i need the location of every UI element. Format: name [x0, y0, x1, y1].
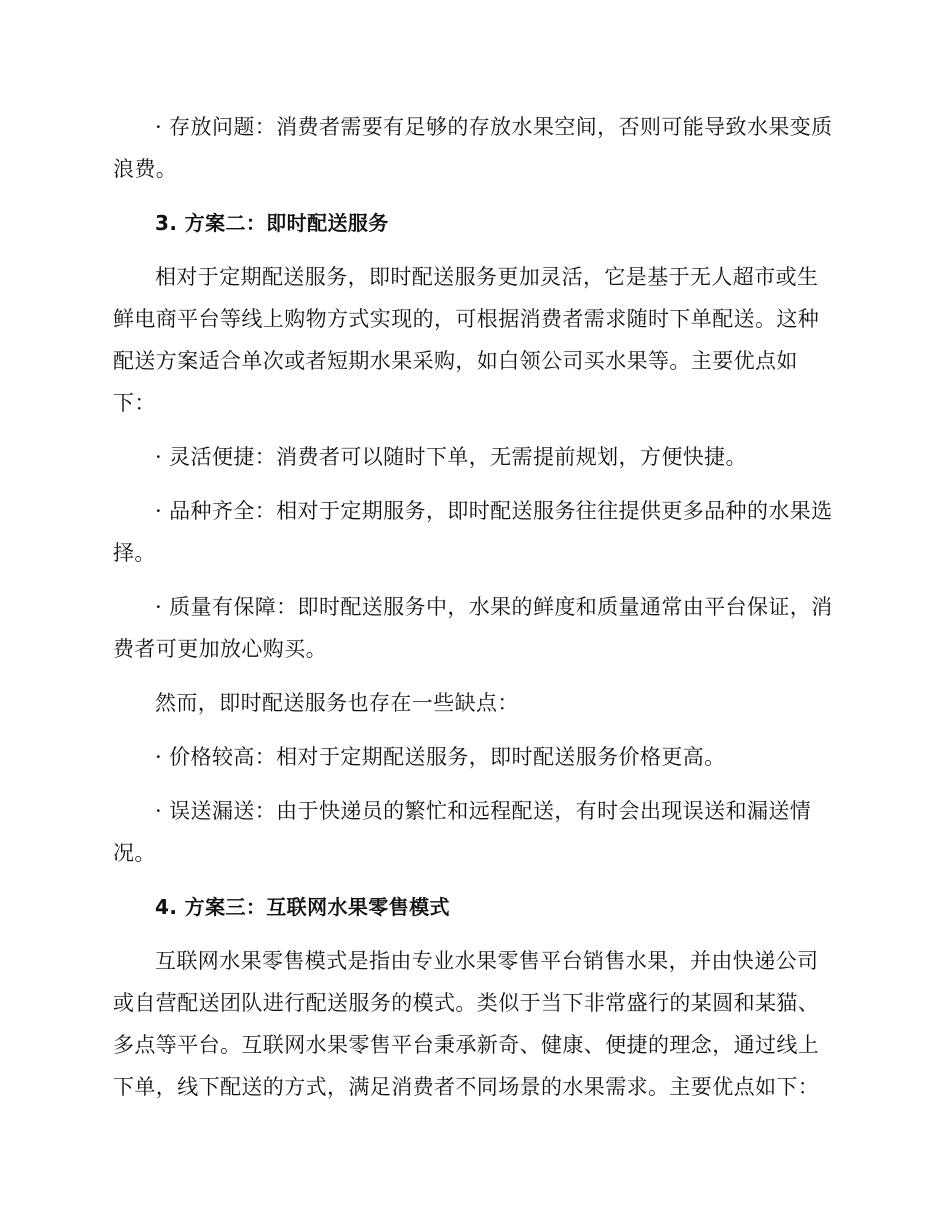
section-heading-plan-three: 4. 方案三：互联网水果零售模式: [155, 895, 450, 919]
bullet-variety: · 品种齐全：相对于定期服务，即时配送服务往往提供更多品种的水果选择。: [113, 499, 833, 565]
bullet-storage-issue: · 存放问题：消费者需要有足够的存放水果空间，否则可能导致水果变质浪费。: [113, 115, 833, 181]
bullet-flexible-convenient: · 灵活便捷：消费者可以随时下单，无需提前规划，方便快捷。: [155, 445, 747, 469]
section-heading-plan-two: 3. 方案二：即时配送服务: [155, 211, 389, 235]
paragraph-instant-delivery-intro: 相对于定期配送服务，即时配送服务更加灵活，它是基于无人超市或生鲜电商平台等线上购物方式实现的，可根据消费者需求随时下单配送。这种配送方案适合单次或者短期水果采购，如白领公司买水果等。主要优点如下：: [113, 265, 820, 415]
bullet-higher-price: · 价格较高：相对于定期配送服务，即时配送服务价格更高。: [155, 745, 726, 769]
bullet-quality-guarantee: · 质量有保障：即时配送服务中，水果的鲜度和质量通常由平台保证，消费者可更加放心购买。: [113, 595, 833, 661]
paragraph-drawbacks-intro: 然而，即时配送服务也存在一些缺点：: [155, 691, 519, 715]
bullet-missed-deliveries: · 误送漏送：由于快递员的繁忙和远程配送，有时会出现误送和漏送情况。: [113, 799, 812, 865]
document-body: [113, 106, 835, 1120]
paragraph-internet-retail-intro: 互联网水果零售模式是指由专业水果零售平台销售水果，并由快递公司或自营配送团队进行配送服务的模式。类似于当下非常盛行的某圆和某猫、多点等平台。互联网水果零售平台秉承新奇、健康、便捷的理念，通过线上下单，线下配送的方式，满足消费者不同场景的水果需求。主要优点如下：: [113, 949, 820, 1099]
